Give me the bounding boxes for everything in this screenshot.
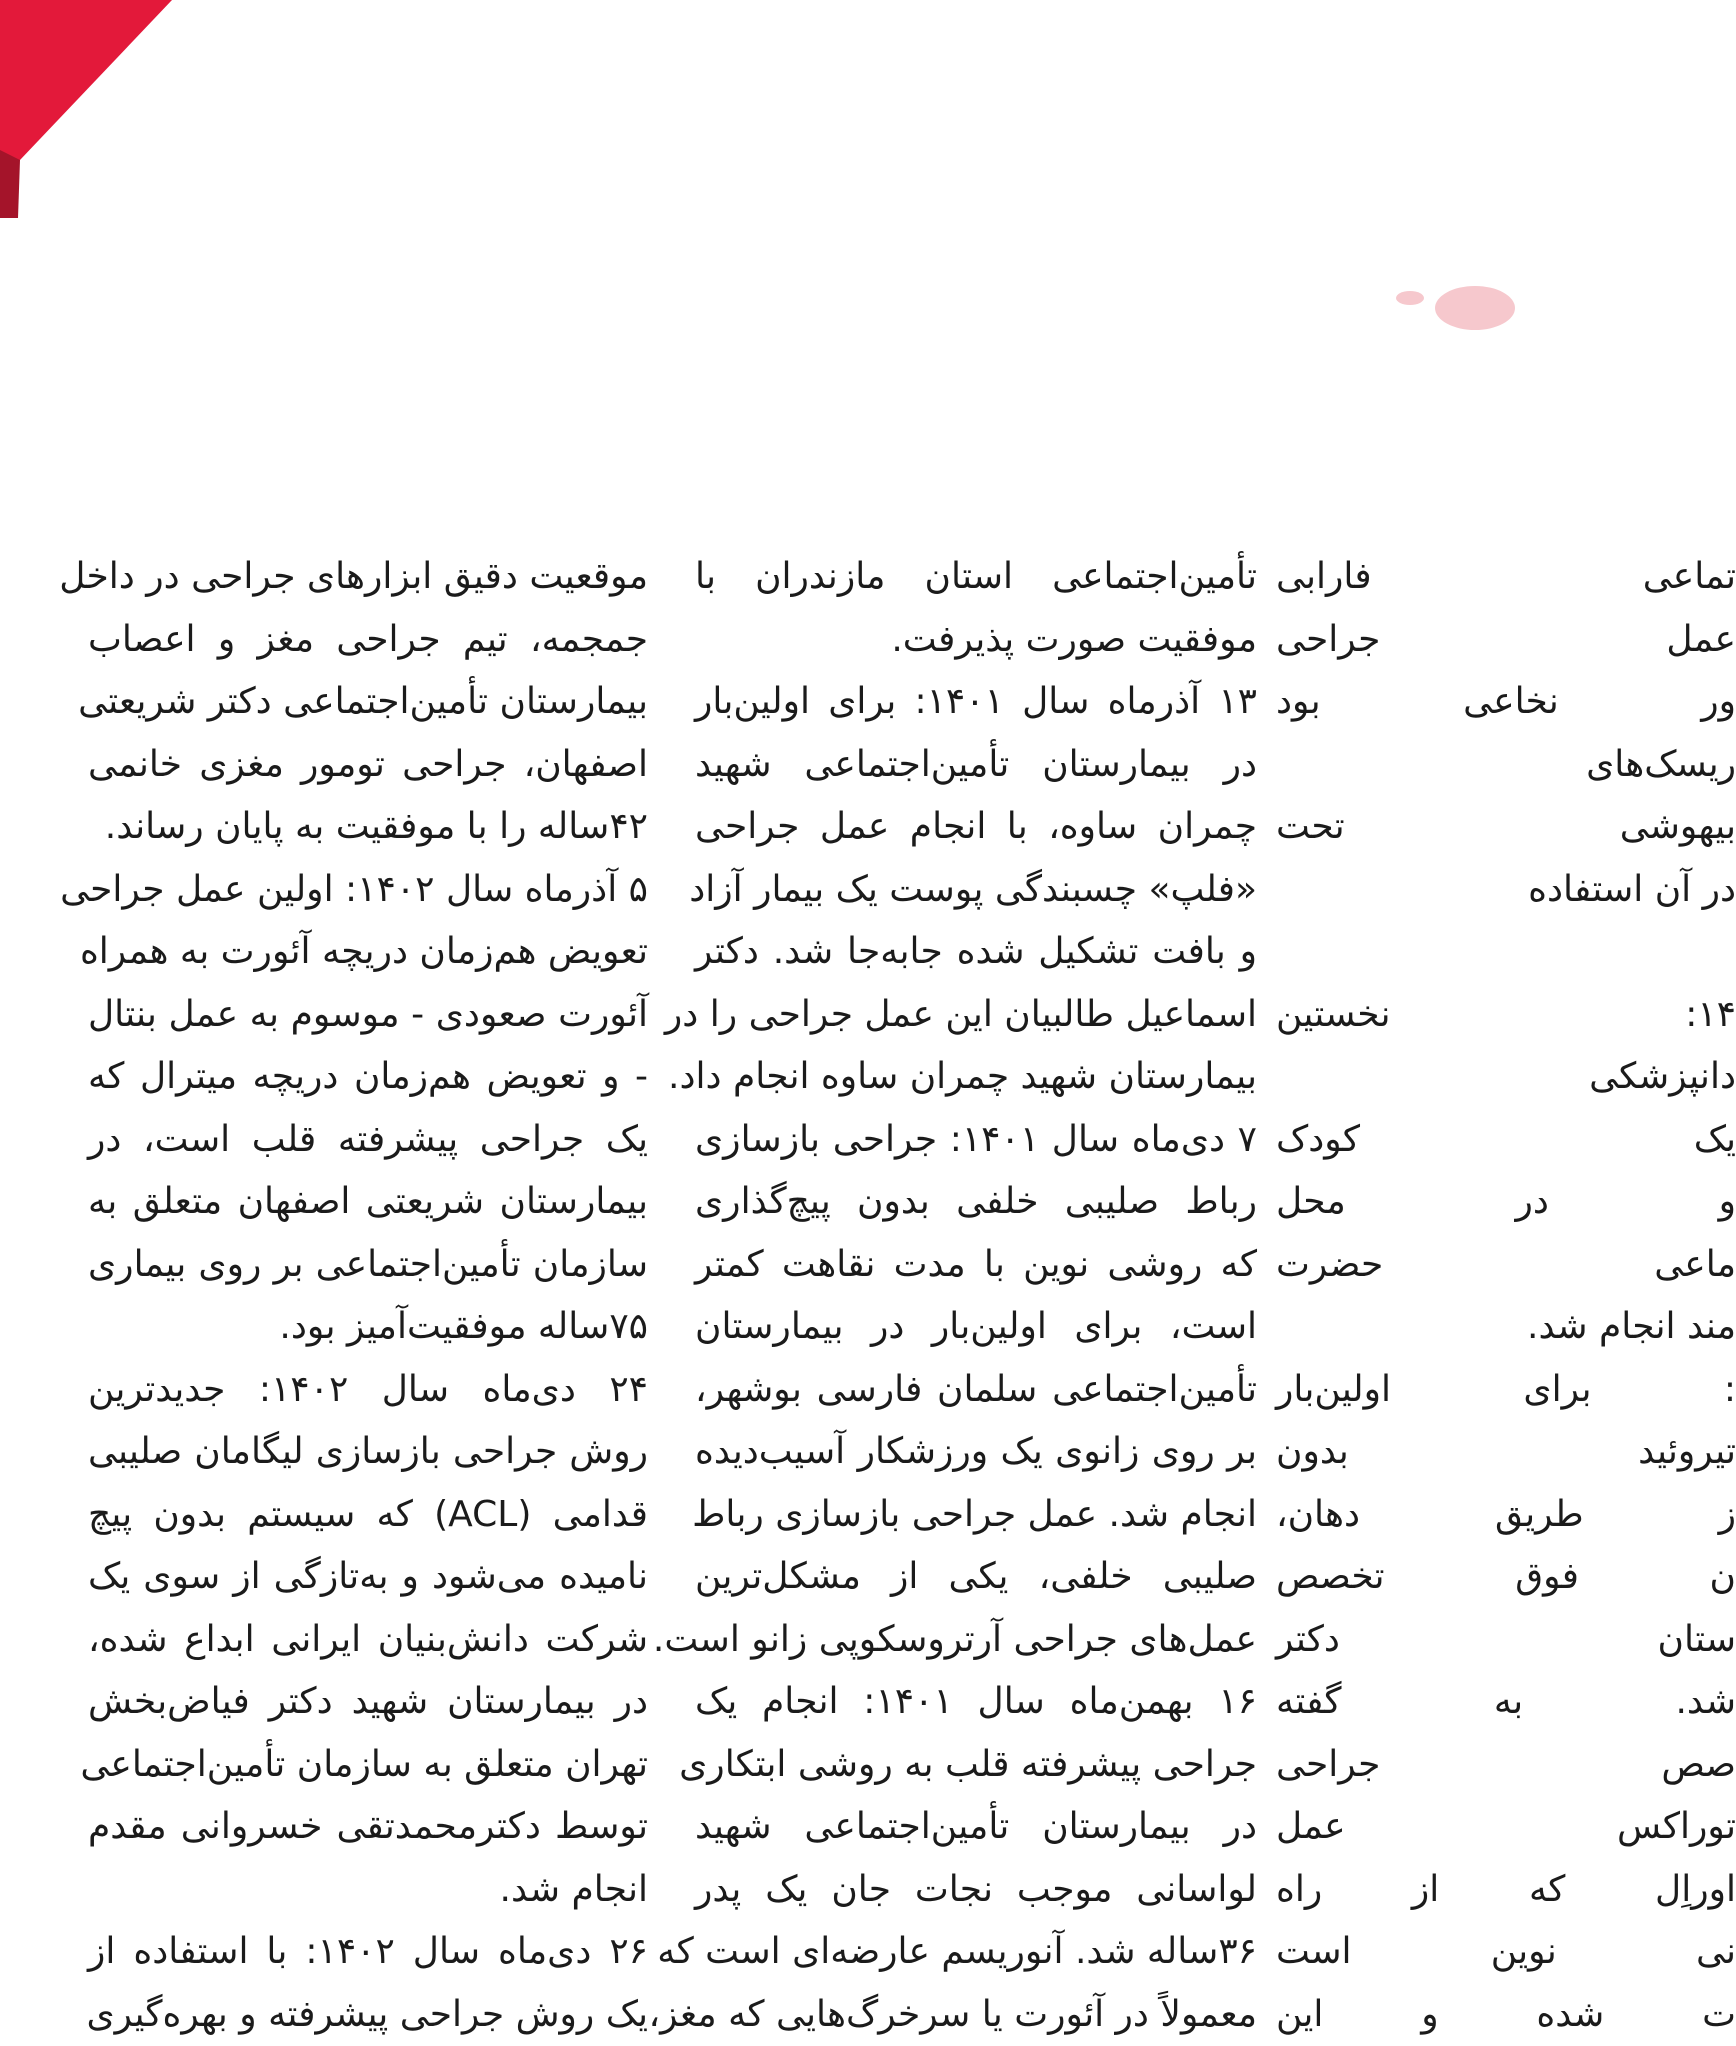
text-line: ستان دکتر [1276,1609,1736,1672]
text-line: و بافت تشکیل شده جابه‌جا شد. دکتر [695,921,1257,984]
article-column-left [88,546,648,2046]
text-line: توسط دکترمحمدتقی خسروانی مقدم [88,1796,648,1859]
text-line: ۷۵ساله موفقیت‌آمیز بود. [88,1296,648,1359]
text-line: بیهوشی تحت [1276,796,1736,859]
text-line: آئورت صعودی - موسوم به عمل بنتال [88,984,648,1047]
text-line: تیروئید بدون [1276,1421,1736,1484]
text-line: عمل جراحی [1276,609,1736,672]
article-column-middle [695,546,1257,2046]
text-line: موقعیت دقیق ابزارهای جراحی در داخل [88,546,648,609]
text-line: ت شده و این [1276,1984,1736,2046]
text-line: تماعی فارابی [1276,546,1736,609]
text-line: در بیمارستان شهید دکتر فیاض‌بخش [88,1671,648,1734]
text-line: لواسانی موجب نجات جان یک پدر [695,1859,1257,1922]
text-line: و در محل [1276,1171,1736,1234]
text-line: صص جراحی [1276,1734,1736,1797]
text-line: توراکس عمل [1276,1796,1736,1859]
text-line: رباط صلیبی خلفی بدون پیچ‌گذاری [695,1171,1257,1234]
text-line: ۲۶ دی‌ماه سال ۱۴۰۲: با استفاده از [88,1921,648,1984]
text-line: اوراِل که از راه [1276,1859,1736,1922]
text-line: صلیبی خلفی، یکی از مشکل‌ترین [695,1546,1257,1609]
text-line: ۱۴: نخستین [1276,984,1736,1047]
text-line: : برای اولین‌بار [1276,1359,1736,1422]
text-line: که روشی نوین با مدت نقاهت کمتر [695,1234,1257,1297]
text-line [1276,921,1736,984]
text-line: شد. به گفته [1276,1671,1736,1734]
text-line: یک روش جراحی پیشرفته و بهره‌گیری [88,1984,648,2046]
text-line: چمران ساوه، با انجام عمل جراحی [695,796,1257,859]
text-line: عمل‌های جراحی آرتروسکوپی زانو است. [695,1609,1257,1672]
text-line: یک کودک [1276,1109,1736,1172]
article-column-right [1232,546,1500,2046]
text-line: ۱۶ بهمن‌ماه سال ۱۴۰۱: انجام یک [695,1671,1257,1734]
text-line: در آن استفاده [1276,859,1736,922]
text-line: است، برای اولین‌بار در بیمارستان [695,1296,1257,1359]
text-line: جراحی پیشرفته قلب به روشی ابتکاری [695,1734,1257,1797]
text-line: ریسک‌های [1276,734,1736,797]
text-line: ۱۳ آذرماه سال ۱۴۰۱: برای اولین‌بار [695,671,1257,734]
text-line: تأمین‌اجتماعی استان مازندران با [695,546,1257,609]
text-line: در بیمارستان تأمین‌اجتماعی شهید [695,734,1257,797]
pink-blob-decoration [1380,280,1500,340]
text-line: دانپزشکی [1276,1046,1736,1109]
text-line: بیمارستان شریعتی اصفهان متعلق به [88,1171,648,1234]
text-line: جمجمه، تیم جراحی مغز و اعصاب [88,609,648,672]
text-line: سازمان تأمین‌اجتماعی بر روی بیماری [88,1234,648,1297]
text-line: ۳۶ساله شد. آنوریسم عارضه‌ای است که [695,1921,1257,1984]
text-line: ۵ آذرماه سال ۱۴۰۲: اولین عمل جراحی [88,859,648,922]
text-line: اصفهان، جراحی تومور مغزی خانمی [88,734,648,797]
text-line: ور نخاعی بود [1276,671,1736,734]
text-line: انجام شد. [88,1859,648,1922]
text-line: بر روی زانوی یک ورزشکار آسیب‌دیده [695,1421,1257,1484]
text-line: معمولاً در آئورت یا سرخرگ‌هایی که مغز، [695,1984,1257,2046]
text-line: «فلپ» چسبندگی پوست یک بیمار آزاد [695,859,1257,922]
text-line: اسماعیل طالبیان این عمل جراحی را در [695,984,1257,1047]
text-line: تعویض هم‌زمان دریچه آئورت به همراه [88,921,648,984]
text-line: ن فوق تخصص [1276,1546,1736,1609]
text-line: شرکت دانش‌بنیان ایرانی ابداع شده، [88,1609,648,1672]
text-line: نامیده می‌شود و به‌تازگی از سوی یک [88,1546,648,1609]
text-line: تأمین‌اجتماعی سلمان فارسی بوشهر، [695,1359,1257,1422]
text-line: نی نوین است [1276,1921,1736,1984]
text-line: انجام شد. عمل جراحی بازسازی رباط [695,1484,1257,1547]
text-line: - و تعویض هم‌زمان دریچه میترال که [88,1046,648,1109]
text-line: موفقیت صورت پذیرفت. [695,609,1257,672]
text-line: ز طریق دهان، [1276,1484,1736,1547]
text-line: یک جراحی پیشرفته قلب است، در [88,1109,648,1172]
text-line: ۷ دی‌ماه سال ۱۴۰۱: جراحی بازسازی [695,1109,1257,1172]
text-line: ۲۴ دی‌ماه سال ۱۴۰۲: جدیدترین [88,1359,648,1422]
text-line: روش جراحی بازسازی لیگامان صلیبی [88,1421,648,1484]
text-line: در بیمارستان تأمین‌اجتماعی شهید [695,1796,1257,1859]
text-line: قدامی (ACL) که سیستم بدون پیچ [88,1484,648,1547]
red-corner-decoration [0,0,180,220]
text-line: تهران متعلق به سازمان تأمین‌اجتماعی [88,1734,648,1797]
text-line: ۴۲ساله را با موفقیت به پایان رساند. [88,796,648,859]
text-line: بیمارستان شهید چمران ساوه انجام داد. [695,1046,1257,1109]
text-line: ماعی حضرت [1276,1234,1736,1297]
text-line: مند انجام شد. [1276,1296,1736,1359]
text-line: بیمارستان تأمین‌اجتماعی دکتر شریعتی [88,671,648,734]
